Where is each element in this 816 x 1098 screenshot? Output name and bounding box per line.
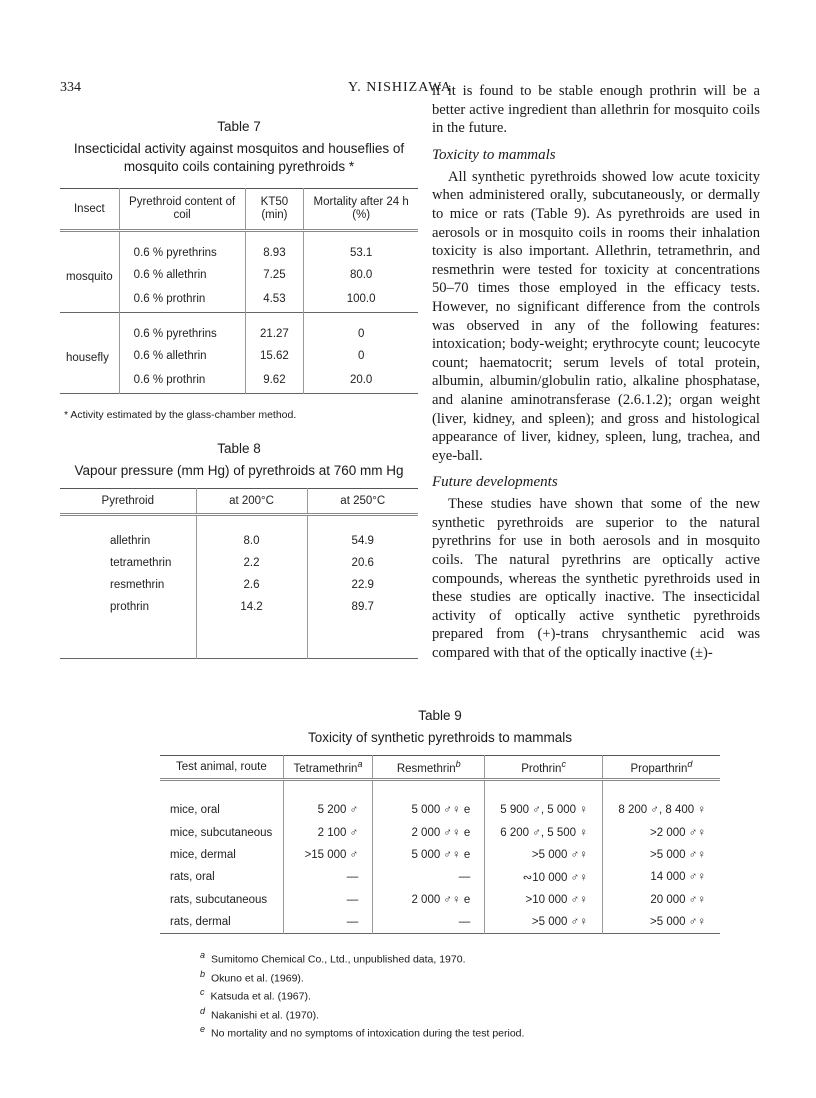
spacer-row: [60, 313, 418, 324]
table-cell: >5 000 ♂♀: [485, 844, 603, 866]
table-cell: mice, subcutaneous: [170, 826, 273, 839]
footnote-mark: b: [455, 759, 461, 770]
column-header: [160, 756, 283, 780]
table-cell: 0: [304, 345, 418, 367]
table-cell: mice, oral: [170, 804, 220, 817]
paragraph: if it is found to be stable enough prothrin will be a better active ingredient than allethrin for mosquito coils in the future.: [432, 83, 760, 137]
footnote: [200, 985, 720, 1004]
table-cell: 0: [304, 323, 418, 345]
table-cell: 8.93: [245, 242, 304, 264]
table-cell: —: [373, 866, 485, 888]
table-cell: 5 200 ♂: [283, 799, 373, 821]
table-8-label: Table 8: [217, 441, 261, 456]
table-cell: 20.6: [307, 552, 418, 574]
table-cell: >10 000 ♂♀: [485, 889, 603, 911]
table-cell: —: [283, 911, 373, 934]
spacer-row: [60, 231, 418, 243]
table-cell: 9.62: [245, 367, 304, 394]
table-9-caption: Toxicity of synthetic pyrethroids to mammals: [307, 730, 573, 745]
spacer-cell: [60, 231, 119, 243]
table-row: [160, 821, 720, 843]
table-cell: 54.9: [307, 530, 418, 552]
spacer-cell: [485, 780, 603, 800]
table-cell: —: [283, 889, 373, 911]
column-header: Pyrethroid: [101, 494, 154, 507]
table-cell: 20.0: [304, 367, 418, 394]
table-7-caption: Insecticidal activity against mosquitos and houseflies of mosquito coils containing pyrethroids *: [73, 141, 405, 174]
table-cell: 2 100 ♂: [283, 821, 373, 843]
spacer-cell: [119, 231, 245, 243]
spacer-cell: [119, 313, 245, 324]
footnote: [200, 948, 720, 967]
spacer-cell: [373, 780, 485, 800]
column-header: Insect: [73, 202, 105, 215]
spacer-cell: [602, 780, 720, 800]
footnote: [200, 1004, 720, 1023]
column-header: KT50 (min): [245, 189, 304, 231]
spacer-cell: [283, 780, 373, 800]
table-row: [160, 866, 720, 888]
table-cell: 0.6 % allethrin: [119, 264, 245, 286]
table-cell: 7.25: [245, 264, 304, 286]
table-8: [60, 440, 418, 659]
page-number: 334: [60, 80, 81, 95]
column-name: Resmethrin: [396, 762, 456, 775]
table-cell: rats, dermal: [170, 916, 231, 929]
spacer-cell: [304, 313, 418, 324]
table-cell: 100.0: [304, 286, 418, 313]
table-row: [160, 911, 720, 934]
table-cell: mice, dermal: [170, 848, 236, 861]
spacer-cell: [196, 618, 307, 659]
table-cell: 8.0: [196, 530, 307, 552]
table-cell: 2 000 ♂♀ e: [373, 821, 485, 843]
table-row: [60, 552, 418, 574]
table-cell: 22.9: [307, 574, 418, 596]
column-name: Proparthrin: [630, 762, 688, 775]
table-7-footnote: * Activity estimated by the glass-chamber method.: [64, 409, 297, 421]
spacer-row: [60, 515, 418, 531]
table-cell: 5 000 ♂♀ e: [373, 844, 485, 866]
spacer-row: [60, 618, 418, 659]
spacer-cell: [60, 515, 196, 531]
table-cell: 53.1: [304, 242, 418, 264]
column-header: [373, 756, 485, 780]
table-9-footnotes: [200, 948, 720, 1041]
table-cell: resmethrin: [110, 579, 165, 591]
column-name: Test animal, route: [175, 760, 267, 773]
footnote-text: Sumitomo Chemical Co., Ltd., unpublished data, 1970.: [211, 953, 466, 966]
footnote-text: No mortality and no symptoms of intoxication during the test period.: [211, 1027, 525, 1040]
table-8-caption: Vapour pressure (mm Hg) of pyrethroids at 760 mm Hg: [74, 463, 404, 478]
table-cell: 2.6: [196, 574, 307, 596]
header-row: [60, 489, 418, 515]
section-heading: Future developments: [432, 474, 558, 491]
spacer-cell: [60, 313, 119, 324]
footnote: [200, 1022, 720, 1041]
table-cell: >5 000 ♂♀: [602, 911, 720, 934]
table-9-label: Table 9: [418, 708, 462, 723]
table-cell: 2.2: [196, 552, 307, 574]
table-row: [60, 574, 418, 596]
column-header: Mortality after 24 h (%): [304, 189, 418, 231]
body-column: [432, 82, 760, 663]
footnote-mark: c: [200, 987, 205, 998]
table-cell: 6 200 ♂, 5 500 ♀: [485, 821, 603, 843]
table-row: [60, 530, 418, 552]
table-cell: 0.6 % pyrethrins: [119, 242, 245, 264]
table-cell: 5 000 ♂♀ e: [373, 799, 485, 821]
table-row: [60, 323, 418, 345]
table-cell: 2 000 ♂♀ e: [373, 889, 485, 911]
spacer-cell: [307, 618, 418, 659]
table-cell: >5 000 ♂♀: [602, 844, 720, 866]
table-cell: 0.6 % pyrethrins: [119, 323, 245, 345]
table-cell: ∾10 000 ♂♀: [485, 866, 603, 888]
spacer-cell: [245, 313, 304, 324]
footnote-text: Okuno et al. (1969).: [211, 972, 304, 985]
paragraph: All synthetic pyrethroids showed low acute toxicity when administered orally, subcutaneously, or dermally to mice or rats (Table 9). As pyrethroids are used in aerosols or in mosquito coils in rooms their inhalation toxicity is also important. Allethrin, tetramethrin, and resmethrin were tested for toxicity at concentrations 50–70 times those employed in the efficacy tests. However, no significant difference from the controls was observed in any of the following features: intoxication; body-weight; erythrocyte count; leucocyte count; haematocrit; serum levels of total protein, albumin, albumin/globulin ratio, alkaline phosphatase, and alanine aminotransferase (2.6.1.2); organ weight (liver, kidney, and spleen); and gross and histological appearance of liver, kidney, spleen, lung, trachea, and eye-ball.: [432, 168, 760, 464]
column-header: Pyrethroid content of coil: [119, 189, 245, 231]
section-heading: Toxicity to mammals: [432, 146, 556, 163]
table-cell: 14.2: [196, 596, 307, 618]
footnote-mark: b: [200, 968, 206, 979]
spacer-cell: [245, 231, 304, 243]
table-cell: 14 000 ♂♀: [602, 866, 720, 888]
header-row: [60, 189, 418, 231]
running-title: Y. NISHIZAWA: [348, 80, 452, 95]
table-cell: >5 000 ♂♀: [485, 911, 603, 934]
spacer-cell: [307, 515, 418, 531]
column-name: Tetramethrin: [293, 762, 358, 775]
footnote-mark: a: [357, 759, 363, 770]
table-9-grid: [160, 755, 720, 934]
table-cell: rats, oral: [170, 871, 215, 884]
table-cell: 0.6 % prothrin: [119, 367, 245, 394]
column-header: [602, 756, 720, 780]
column-header: [283, 756, 373, 780]
table-cell: rats, subcutaneous: [170, 893, 268, 906]
footnote-mark: e: [200, 1024, 206, 1035]
header-row: [160, 756, 720, 780]
column-header: [485, 756, 603, 780]
table-8-grid: [60, 488, 418, 659]
spacer-cell: [160, 780, 283, 800]
paragraph: These studies have shown that some of the new synthetic pyrethroids are superior to the natural pyrethrins for use in both aerosols and in mosquito coils. The natural pyrethrins are optically active compounds, whereas the synthetic pyrethroids used in these studies are optically inactive. The insecticidal activity of optically active synthetic pyrethroids prepared from (+)-trans chrysanthemic acid was compared with that of the optically inactive (±)-: [432, 496, 760, 662]
footnote: [200, 967, 720, 986]
insect-cell: housefly: [66, 352, 109, 364]
table-cell: —: [373, 911, 485, 934]
table-cell: 89.7: [307, 596, 418, 618]
footnote-text: Nakanishi et al. (1970).: [211, 1009, 319, 1022]
footnote-text: Katsuda et al. (1967).: [210, 990, 311, 1003]
table-cell: tetramethrin: [110, 557, 172, 569]
table-7: [60, 118, 418, 422]
footnote-mark: d: [687, 759, 693, 770]
table-7-label: Table 7: [217, 119, 261, 134]
table-row: [160, 889, 720, 911]
footnote-mark: d: [200, 1005, 206, 1016]
table-cell: 20 000 ♂♀: [602, 889, 720, 911]
table-cell: —: [283, 866, 373, 888]
table-cell: 21.27: [245, 323, 304, 345]
table-cell: 0.6 % allethrin: [119, 345, 245, 367]
insect-cell: mosquito: [66, 271, 113, 283]
table-cell: 4.53: [245, 286, 304, 313]
spacer-cell: [60, 618, 196, 659]
table-7-grid: [60, 188, 418, 394]
column-header: at 250°C: [307, 489, 418, 515]
table-cell: 15.62: [245, 345, 304, 367]
table-cell: 5 900 ♂, 5 000 ♀: [485, 799, 603, 821]
table-9: [160, 707, 720, 1041]
table-row: [60, 596, 418, 618]
table-row: [160, 799, 720, 821]
column-header: at 200°C: [196, 489, 307, 515]
spacer-cell: [304, 231, 418, 243]
spacer-cell: [196, 515, 307, 531]
table-row: [160, 844, 720, 866]
table-row: [60, 242, 418, 264]
table-cell: 0.6 % prothrin: [119, 286, 245, 313]
table-cell: 80.0: [304, 264, 418, 286]
footnote-mark: a: [200, 950, 206, 961]
table-cell: prothrin: [110, 601, 149, 613]
table-cell: >2 000 ♂♀: [602, 821, 720, 843]
footnote-mark: c: [561, 759, 566, 770]
table-cell: allethrin: [110, 535, 151, 547]
spacer-row: [160, 780, 720, 800]
table-cell: 8 200 ♂, 8 400 ♀: [602, 799, 720, 821]
table-cell: >15 000 ♂: [283, 844, 373, 866]
column-name: Prothrin: [521, 762, 562, 775]
